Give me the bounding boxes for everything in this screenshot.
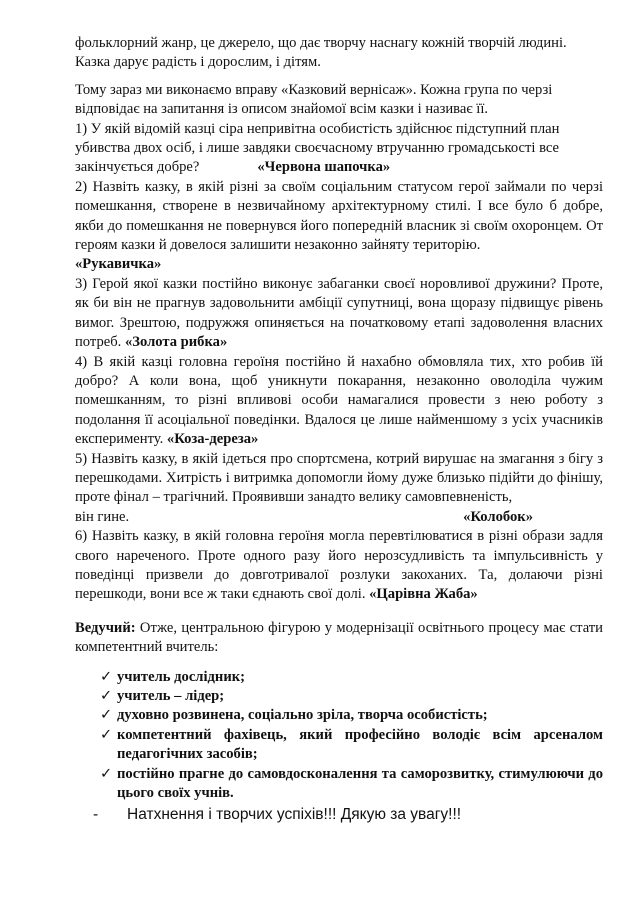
q6-text: 6) Назвіть казку, в якій головна героїня могла перевтілюватися в різні образи задля свого нареченого. Проте одного разу його нерозсудливість та імпульсивність у поведінці призвели до довготривалої розлуки закоханих. Та, долаючи різні перешкоди, вони все ж таки єднають свої долі. — [75, 528, 603, 603]
host-paragraph — [75, 619, 603, 658]
question-1 — [75, 120, 603, 178]
task-line-1: Тому зараз ми виконаємо вправу «Казковий вернісаж». Кожна група по черзі — [75, 81, 553, 98]
quality-text: учитель дослідник; — [117, 668, 246, 685]
task-paragraph — [75, 81, 603, 120]
quality-item — [100, 668, 603, 687]
q2-answer: «Рукавичка» — [75, 256, 162, 273]
check-icon: ✓ — [100, 668, 113, 685]
q3-text: 3) Герой якої казки постійно виконує забаганки своєї норовливої дружини? Проте, як би він не прагнув задовольнити амбіції супутниці, вона щоразу підвищує рівень вимог. Зрештою, подружжя опиняється на початковому етапі задоволення власних потреб. — [75, 275, 603, 351]
q6-answer: «Царівна Жаба» — [369, 586, 478, 603]
host-text: Отже, центральною фігурою у модернізації освітнього процесу має стати компетентний вчитель: — [75, 619, 603, 656]
document-page — [75, 34, 603, 826]
check-icon: ✓ — [100, 707, 113, 724]
quality-text: компетентний фахівець, який професійно володіє всім арсеналом педагогічних засобів; — [117, 726, 603, 763]
question-3 — [75, 275, 603, 353]
intro-line-2: Казка дарує радість і дорослим, і дітям. — [75, 54, 321, 71]
question-5: 5) Назвіть казку, в якій ідеться про спортсмена, котрий вирушає на змагання з бігу з перешкодами. Хитрість і витримка допомогли йому дуже близько підійти до фінішу, проте фінал – трагічний. Проявивши занадто велику самовпевненість, — [75, 450, 603, 506]
q4-text: 4) В якій казці головна героїня постійно й нахабно обмовляла тих, хто робив їй добро? А коли вона, щоб уникнути покарання, незаконно оволоділа чужим помешканням, то різні впливові особи намагалися провести з нею роботу з подолання її асоціальної поведінки. Вдалося це лише найменшому з усіх учасників експерименту. — [75, 353, 603, 448]
closing-line — [75, 804, 603, 826]
check-icon: ✓ — [100, 765, 113, 782]
quality-text: постійно прагне до самовдосконалення та саморозвитку, стимулюючи до цього своїх учнів. — [117, 765, 603, 802]
task-line-2: відповідає на запитання із описом знайомої всім казки і називає її. — [75, 101, 489, 118]
q3-answer: «Золота рибка» — [124, 334, 228, 351]
check-icon: ✓ — [100, 688, 113, 704]
question-6 — [75, 527, 603, 605]
q5-last-line — [75, 508, 603, 527]
q1-line-1: 1) У якій відомій казці сіра непривітна особистість здійснює підступний план — [75, 120, 560, 137]
q1-last-text: закінчується добре? — [75, 159, 200, 176]
check-icon: ✓ — [100, 726, 113, 743]
q1-last-line — [75, 158, 603, 177]
dash-bullet: - — [93, 806, 99, 824]
quality-item — [100, 687, 603, 706]
q5-answer: «Колобок» — [463, 508, 533, 525]
intro-line-1: фольклорний жанр, це джерело, що дає творчу наснагу кожній творчій людині. — [75, 35, 567, 51]
question-2: 2) Назвіть казку, в якій різні за своїм соціальним статусом герої займали по черзі помешкання, створене в незвичайному архітектурному стилі. І все було б добре, якби до помешкання не повернувся його попередній власник зі своїм охоронцем. От героям казки й довелося залишити незаконно зайняту територію. — [75, 178, 603, 254]
quality-text: учитель – лідер; — [117, 688, 225, 704]
question-4 — [75, 353, 603, 450]
quality-item — [100, 765, 603, 804]
quality-item — [100, 726, 603, 765]
quality-item — [100, 706, 603, 725]
quality-text: духовно розвинена, соціально зріла, творча особистість; — [117, 707, 488, 724]
q5-last-text: він гине. — [75, 508, 130, 525]
qualities-list — [75, 668, 603, 804]
q4-answer: «Коза-дереза» — [166, 431, 259, 448]
closing-text: Натхнення і творчих успіхів!!! Дякую за увагу!!! — [127, 806, 462, 824]
host-label: Ведучий: — [75, 619, 136, 636]
q1-answer: «Червона шапочка» — [257, 159, 391, 176]
q1-line-2: убивства двох осіб, і лише завдяки своєчасному втручанню громадськості все — [75, 140, 560, 157]
